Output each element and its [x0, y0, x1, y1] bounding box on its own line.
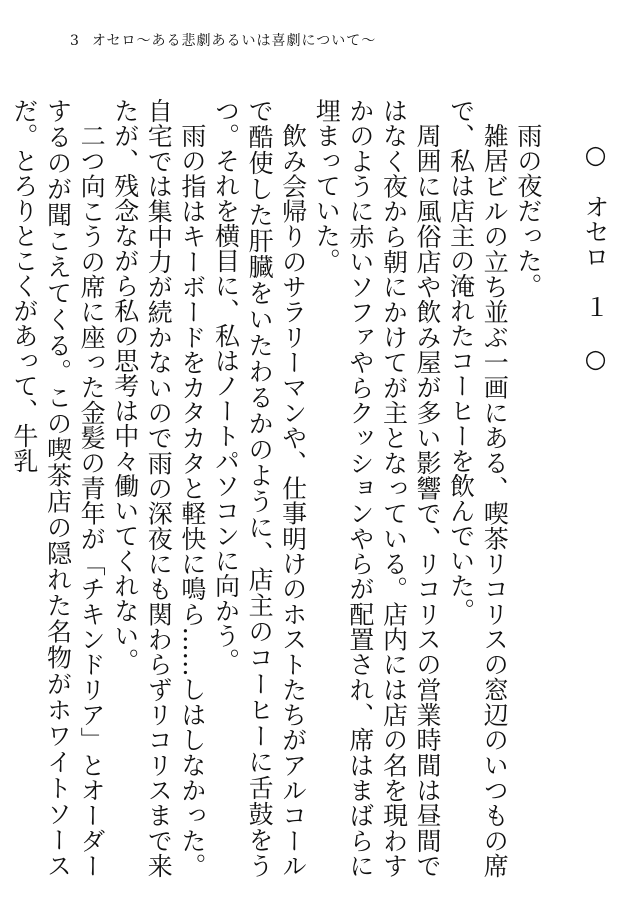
column-spacer [545, 98, 579, 878]
chapter-heading: ○ オセロ １ ○ [581, 140, 610, 373]
paragraph: 雑居ビルの立ち並ぶ一画にある、喫茶リコリスの窓辺のいつもの席で、私は店主の淹れたコーヒーを飲んでいた。 [446, 98, 510, 878]
running-header [70, 30, 376, 50]
running-title: オセロ〜ある悲劇あるいは喜劇について〜 [91, 33, 377, 49]
vertical-body-text [9, 98, 612, 879]
paragraph: 飲み会帰りのサラリーマンや、仕事明けのホストたちがアルコールで酷使した肝臓をいたわるかのように、店主のコーヒーに舌鼓をうつ。それを横目に、私はノートパソコンに向かう。 [211, 98, 308, 878]
paragraph: 雨の夜だった。 [513, 123, 543, 298]
paragraph: 二つ向こうの席に座った金髪の青年が「チキンドリア」とオーダーするのが聞こえてくる。この喫茶店の隠れた名物がホワイトソースだ。とろりとこくがあって、牛乳 [9, 98, 107, 879]
page-number: 3 [70, 33, 80, 49]
paragraph: 雨の指はキーボードをカタカタと軽快に鳴ら……しはしなかった。自宅では集中力が続かないので雨の深夜にも関わらずリコリスまで来たが、残念ながら私の思考は中々働いてくれない。 [110, 98, 207, 878]
paragraph: 周囲に風俗店や飲み屋が多い影響で、リコリスの営業時間は昼間ではなく夜から朝にかけてが主となっている。店内には店の名を現わすかのように赤いソファやらクッションやらが配置され、席はまばらに埋まっていた。 [312, 98, 443, 879]
